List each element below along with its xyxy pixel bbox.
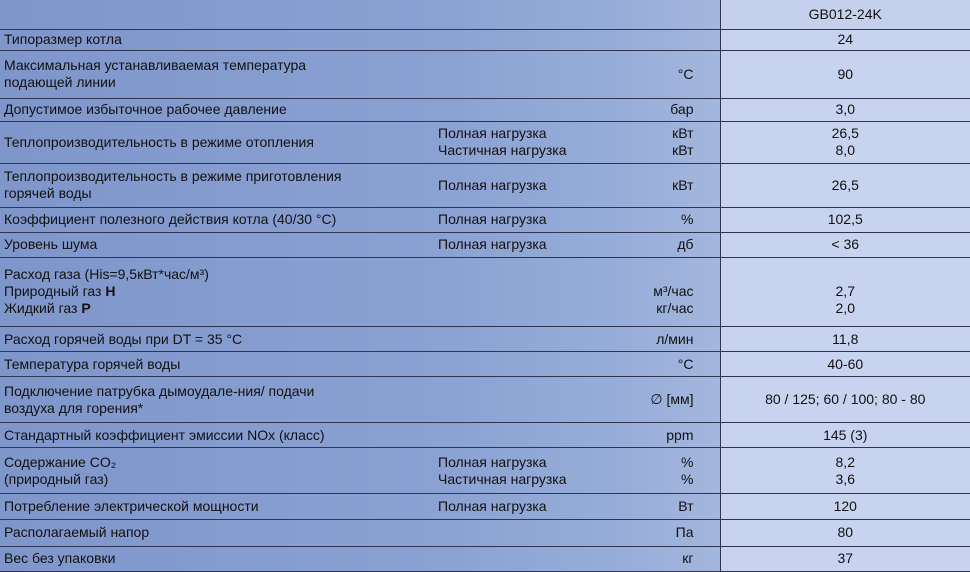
unit-line: дб [677,236,694,253]
header-row [0,0,970,29]
cond-line: Частичная нагрузка [438,470,567,487]
unit-line: кВт [672,142,694,159]
cond-line: Полная нагрузка [438,236,547,253]
value-cell [720,377,970,423]
load-condition-cell [438,448,608,494]
param-line: воздуха для горения* [4,399,144,416]
value-cell [720,232,970,257]
value-cell [720,50,970,98]
param-line: Максимальная устанавливаемая температура [4,57,307,74]
value-cell [720,121,970,163]
param-line: Типоразмер котла [4,31,122,48]
load-condition-cell [438,494,608,519]
value-line: 8,0 [835,142,855,159]
unit-line: °C [677,65,694,82]
cond-line: Полная нагрузка [438,497,547,514]
spec-row [0,423,970,448]
load-condition-cell [438,546,608,571]
unit-cell [608,423,720,448]
value-cell [720,163,970,207]
load-condition-cell [438,50,608,98]
param-line: Расход горячей воды при DT = 35 °C [4,330,243,347]
parameter-cell [0,98,438,121]
value-line: 11,8 [832,330,859,347]
parameter-cell [0,207,438,232]
unit-cell [608,326,720,351]
param-line: Допустимое избыточное рабочее давление [4,101,287,118]
cond-line: Полная нагрузка [438,176,547,193]
parameter-cell [0,448,438,494]
unit-cell [608,546,720,571]
spec-row [0,352,970,377]
spec-row [0,546,970,571]
parameter-cell [0,121,438,163]
value-line: 90 [837,65,854,82]
param-line: Жидкий газ P [4,300,91,317]
load-condition-cell [438,377,608,423]
param-line: Расход газа (His=9,5кВт*час/м³) [4,266,209,283]
param-line: Коэффициент полезного действия котла (40/30 °C) [4,211,337,228]
spec-row [0,448,970,494]
load-condition-cell [438,163,608,207]
unit-line: кВт [672,176,694,193]
value-line: 40-60 [827,355,864,372]
gas-type-letter: H [105,283,116,300]
value-line: 3,6 [835,470,855,487]
value-line: 26,5 [831,125,859,142]
load-condition-cell [438,423,608,448]
model-header: GB012-24K [720,0,970,29]
unit-cell [608,519,720,546]
cond-line: Частичная нагрузка [438,142,567,159]
unit-cell [608,207,720,232]
param-line: Подключение патрубка дымоудале-ния/ подачи [4,382,315,399]
value-line: 102,5 [827,211,863,228]
header-blank [0,0,438,29]
unit-cell [608,494,720,519]
spec-row [0,163,970,207]
value-cell [720,257,970,326]
unit-cell [608,98,720,121]
spec-row [0,50,970,98]
parameter-cell [0,50,438,98]
header-blank [438,0,608,29]
spec-row [0,232,970,257]
param-line: горячей воды [4,185,92,202]
param-line: подающей линии [4,74,116,91]
spec-row [0,257,970,326]
unit-line: кВт [672,125,694,142]
unit-line: кг/час [656,300,694,317]
unit-line: м³/час [653,283,694,300]
value-line: 3,0 [835,101,855,118]
load-condition-cell [438,352,608,377]
spec-row [0,494,970,519]
unit-line: °C [677,355,694,372]
parameter-cell [0,423,438,448]
value-cell [720,423,970,448]
spacer-line [612,266,694,283]
unit-line: ∅ [мм] [650,391,694,408]
value-line: 24 [837,31,854,48]
load-condition-cell [438,519,608,546]
unit-cell [608,377,720,423]
gas-type-letter: P [81,300,91,317]
parameter-cell [0,326,438,351]
unit-line: ppm [666,426,694,443]
load-condition-cell [438,207,608,232]
cond-line: Полная нагрузка [438,453,547,470]
unit-cell [608,232,720,257]
parameter-cell [0,257,438,326]
cond-line: Полная нагрузка [438,211,547,228]
value-line: 145 (3) [823,426,868,443]
parameter-cell [0,377,438,423]
value-line: 120 [833,497,857,514]
spec-row [0,121,970,163]
unit-cell [608,29,720,50]
spec-row [0,377,970,423]
value-line: < 36 [831,236,860,253]
spec-row [0,326,970,351]
value-line: 37 [837,550,854,567]
value-cell [720,519,970,546]
value-line: 8,2 [835,453,855,470]
unit-cell [608,50,720,98]
param-line: Потребление электрической мощности [4,497,259,514]
value-cell [720,546,970,571]
load-condition-cell [438,121,608,163]
param-line: Теплопроизводительность в режиме приготовления [4,168,342,185]
unit-line: % [681,453,694,470]
spec-row [0,29,970,50]
value-cell [720,207,970,232]
load-condition-cell [438,232,608,257]
unit-cell [608,121,720,163]
param-line: Природный газ H [4,283,116,300]
unit-line: Вт [678,497,694,514]
unit-line: кг [682,550,694,567]
value-cell [720,352,970,377]
spec-row [0,98,970,121]
load-condition-cell [438,98,608,121]
value-cell [720,29,970,50]
value-line: 26,5 [831,176,859,193]
spec-row [0,207,970,232]
header-blank [608,0,720,29]
cond-line: Полная нагрузка [438,125,547,142]
param-line: Содержание CO₂ [4,453,117,470]
value-line: 2,0 [835,300,855,317]
parameter-cell [0,519,438,546]
parameter-cell [0,494,438,519]
unit-line: бар [670,101,694,118]
value-line: 80 / 125; 60 / 100; 80 - 80 [765,391,926,408]
unit-cell [608,352,720,377]
spacer-line [721,266,970,283]
unit-line: л/мин [656,330,694,347]
parameter-cell [0,29,438,50]
parameter-cell [0,163,438,207]
parameter-cell [0,546,438,571]
unit-line: % [681,470,694,487]
param-line: Температура горячей воды [4,355,181,372]
param-line: Располагаемый напор [4,524,150,541]
param-line: Стандартный коэффициент эмиссии NOx (класс) [4,426,325,443]
parameter-cell [0,352,438,377]
param-line: Теплопроизводительность в режиме отопления [4,133,314,150]
value-cell [720,494,970,519]
unit-cell [608,163,720,207]
load-condition-cell [438,257,608,326]
load-condition-cell [438,326,608,351]
param-line: Вес без упаковки [4,550,116,567]
value-line: 80 [837,524,854,541]
value-cell [720,448,970,494]
unit-line: % [681,211,694,228]
spec-row [0,519,970,546]
unit-cell [608,257,720,326]
parameter-cell [0,232,438,257]
load-condition-cell [438,29,608,50]
param-line: (природный газ) [4,470,109,487]
unit-line: Па [675,524,694,541]
value-cell [720,98,970,121]
value-cell [720,326,970,351]
unit-cell [608,448,720,494]
value-line: 2,7 [835,283,855,300]
param-line: Уровень шума [4,236,98,253]
